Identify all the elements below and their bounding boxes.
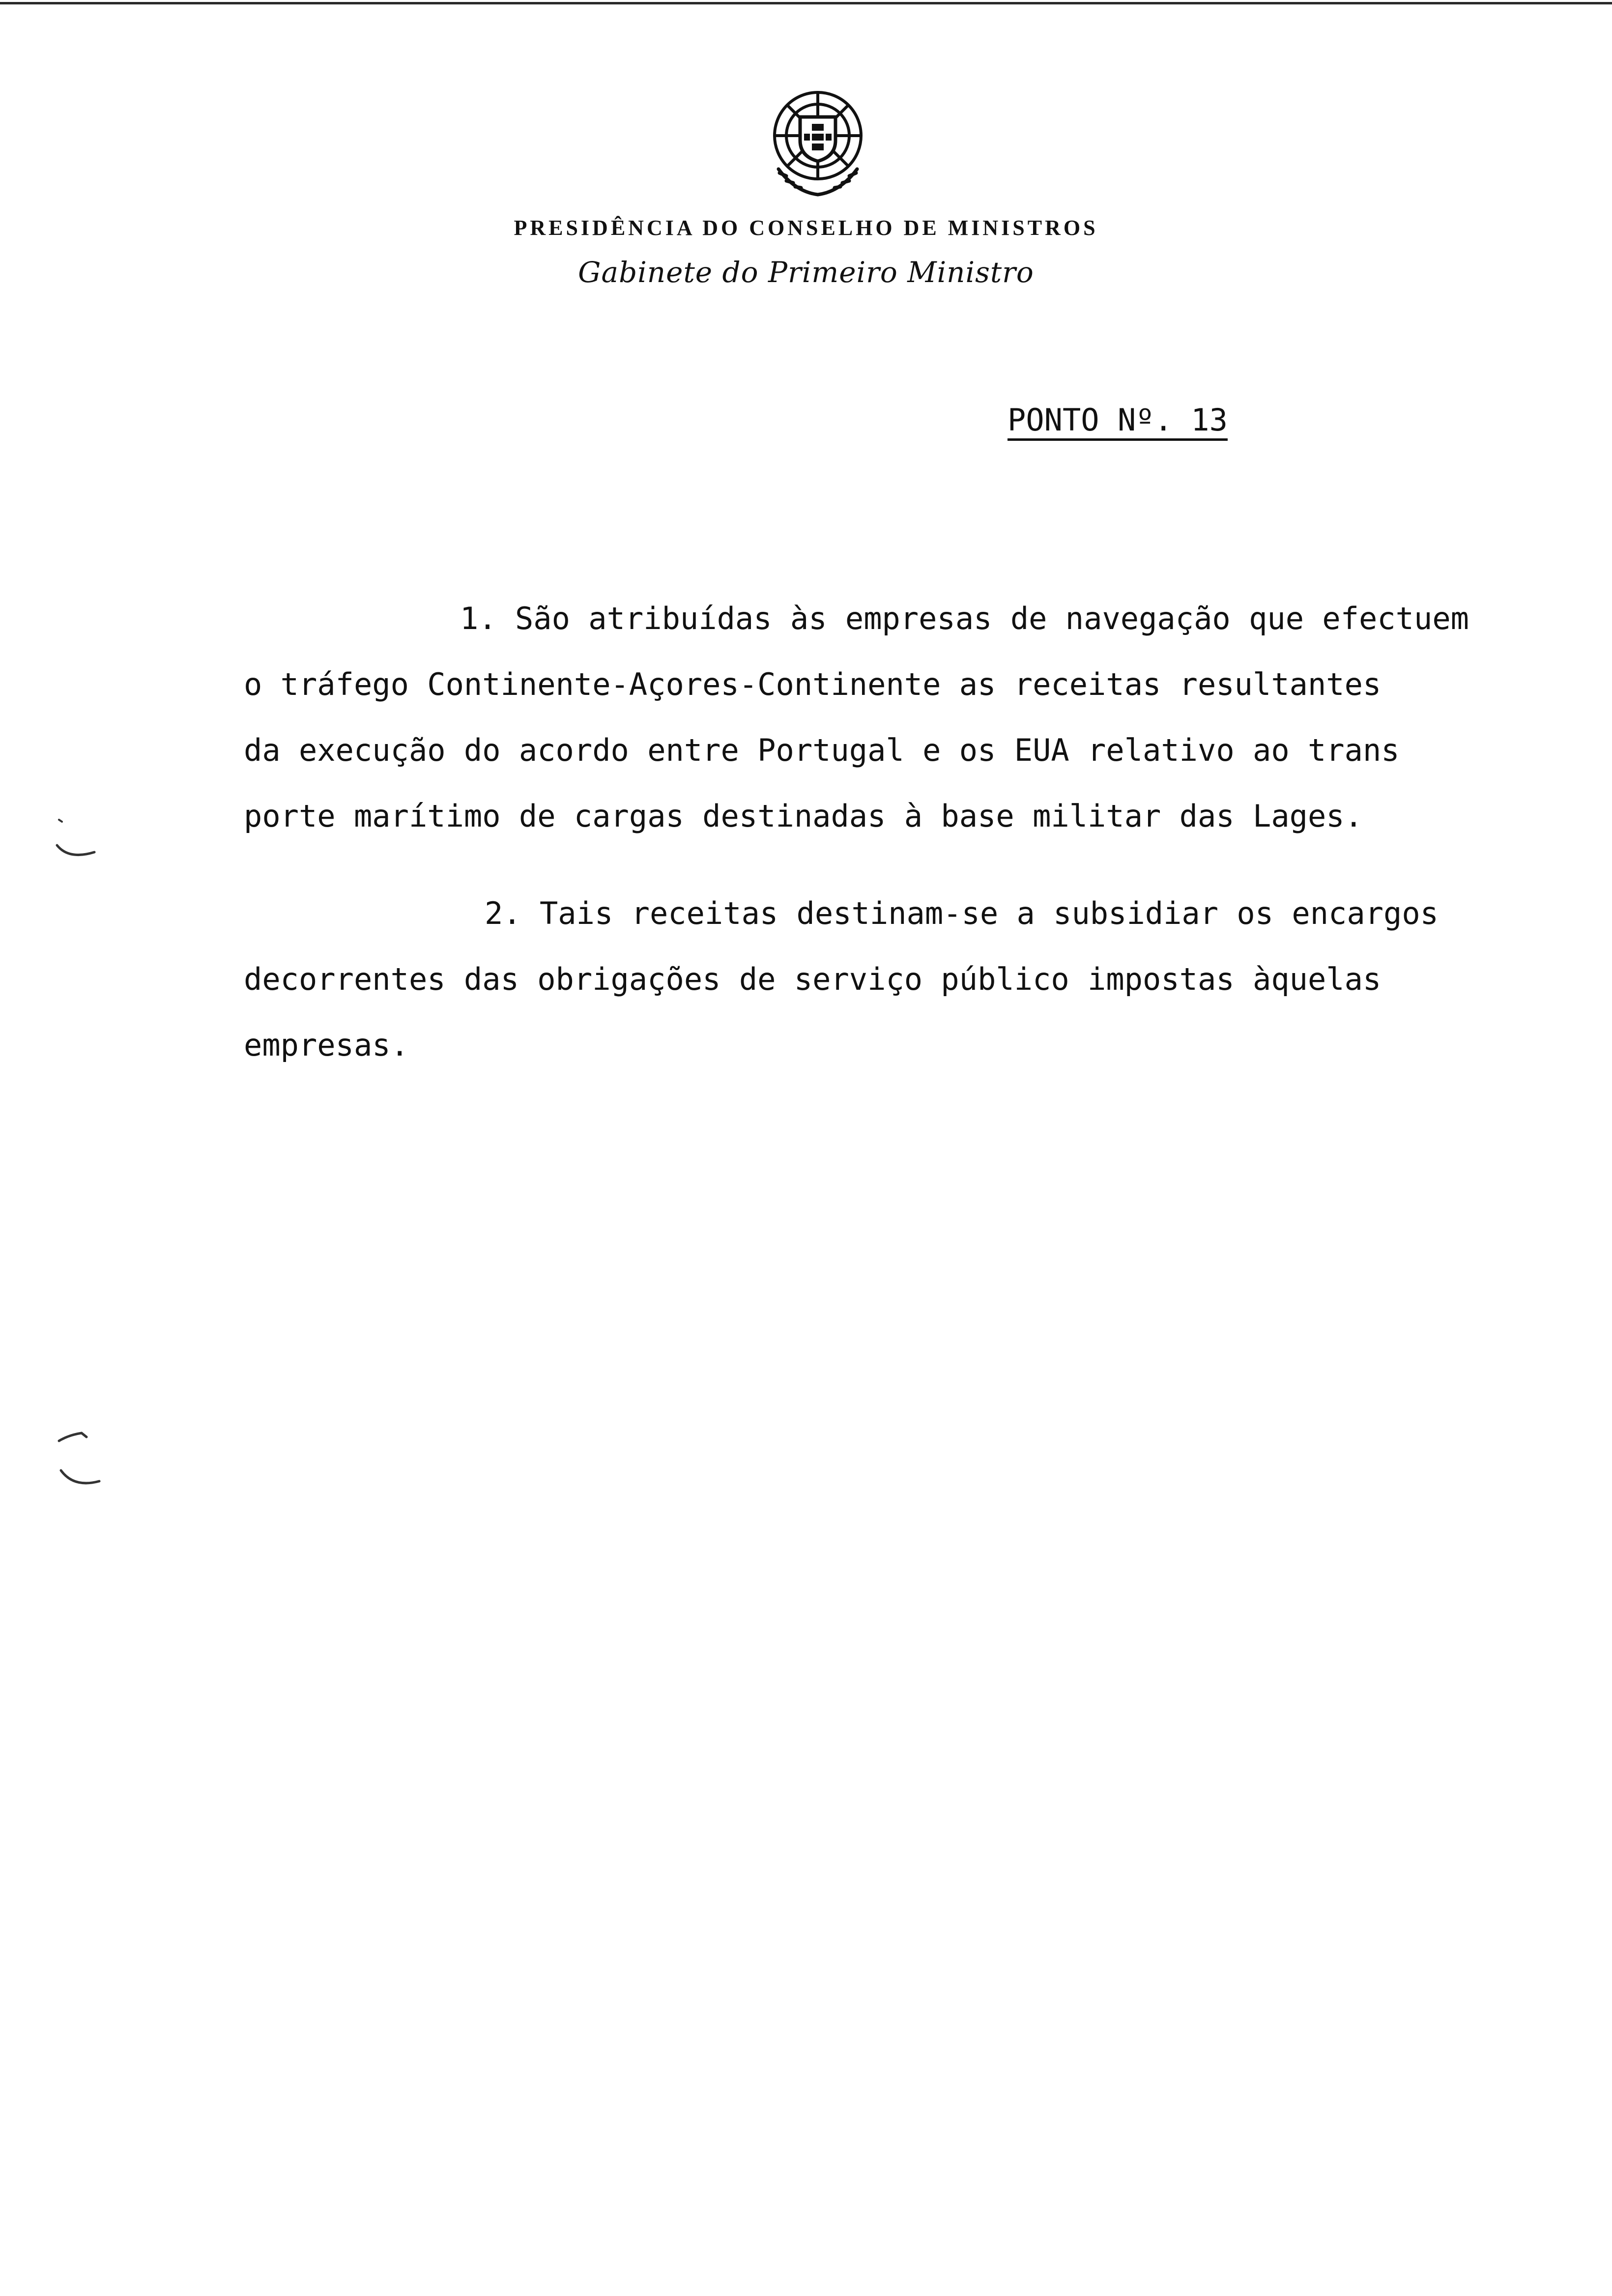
paragraph-1-line-4: porte marítimo de cargas destinadas à base militar das Lages. [244, 798, 1363, 834]
letterhead-office-script: Gabinete do Primeiro Ministro [578, 256, 1034, 289]
paragraph-1-line-2: o tráfego Continente-Açores-Continente as receitas resultantes [244, 666, 1382, 702]
paragraph-1-line-1: 1. São atribuídas às empresas de navegação que efectuem [460, 601, 1469, 636]
paragraph-2-line-2: decorrentes das obrigações de serviço público impostas àquelas [244, 961, 1382, 997]
paragraph-2-line-3: empresas. [244, 1027, 409, 1063]
paragraph-1-line-3: da execução do acordo entre Portugal e os EUA relativo ao trans [244, 732, 1400, 768]
top-edge-rule [0, 2, 1612, 4]
punch-hole-mark-lower [54, 1425, 108, 1499]
punch-hole-mark-upper [49, 811, 103, 870]
paragraph-2-line-1: 2. Tais receitas destinam-se a subsidiar os encargos [485, 895, 1439, 931]
letterhead-organization: PRESIDÊNCIA DO CONSELHO DE MINISTROS [514, 216, 1098, 240]
portuguese-coat-of-arms-icon [761, 83, 875, 201]
point-title: PONTO Nº. 13 [1008, 402, 1228, 438]
